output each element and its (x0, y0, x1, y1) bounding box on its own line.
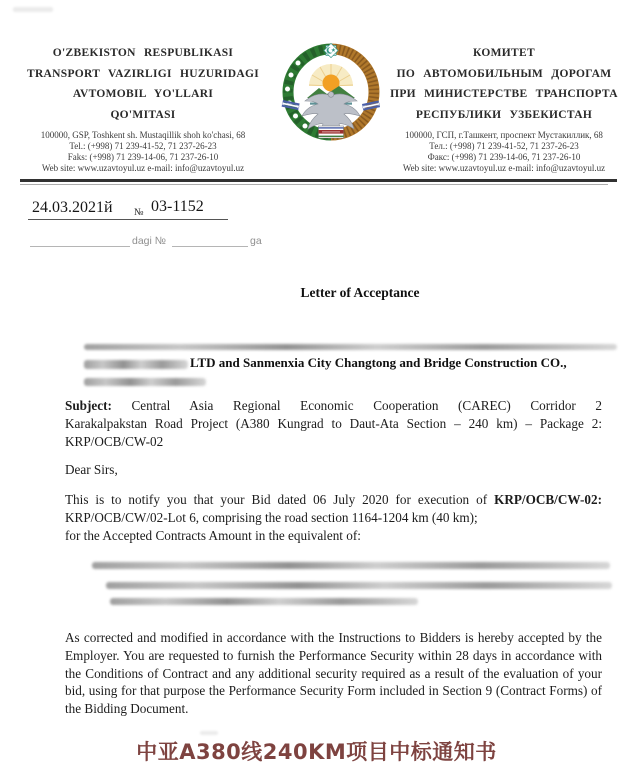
letterhead-divider (20, 179, 617, 182)
org-title-russian (386, 43, 622, 125)
redacted-text-bar (84, 360, 188, 369)
letterhead-russian (386, 43, 622, 174)
address-line: Тел.: (+998) 71 239-41-52, 71 237-26-23 (429, 141, 579, 151)
document-title: Letter of Acceptance (300, 285, 420, 300)
address-line: 100000, ГСП, г.Ташкент, проспект Мустакиллик, 68 (405, 130, 603, 140)
incoming-ref-label: dagi № (132, 235, 167, 247)
incoming-ref-suffix: ga (250, 235, 262, 247)
redacted-amount-bar (92, 562, 610, 569)
closing-paragraph: As corrected and modified in accordance with the Instructions to Bidders is hereby accepted by the Employer. You are requested to furnish the Performance Security within 28 days in accordance with the Conditions of Contract and any additional security required as a result of the evaluation of your bid, using for that purpose the Performance Security Form included in Section 9 (Contract Forms) of the Bidding Document. (65, 630, 602, 717)
chinese-caption: 中亚A380线240KM项目中标通知书 (136, 740, 497, 764)
incoming-ref-blank (172, 246, 248, 247)
letter-date: 24.03.2021й (32, 199, 113, 216)
org-address-russian (386, 130, 622, 174)
redacted-amount-bar (106, 582, 612, 589)
address-line: 100000, GSP, Toshkent sh. Mustaqillik shoh ko'chasi, 68 (40, 130, 246, 140)
subject-line: Subject: Central Asia Regional Economic Cooperation (CAREC) Corridor 2 (65, 398, 602, 413)
contract-code-bold: KRP/OCB/CW-02: (494, 492, 603, 507)
subject-paragraph (65, 397, 602, 450)
address-line: Web site: www.uzavtoyul.uz e-mail: info@uzavtoyul.uz (41, 163, 245, 173)
subject-line: KRP/OCB/CW-02 (65, 433, 164, 449)
address-line: Faks: (+998) 71 239-14-06, 71 237-26-10 (67, 152, 219, 162)
address-line: Web site: www.uzavtoyul.uz e-mail: info@uzavtoyul.uz (402, 163, 606, 173)
emblem-banner (319, 126, 344, 138)
org-address-uzbek (18, 130, 268, 174)
address-line: Tel.: (+998) 71 239-41-52, 71 237-26-23 (69, 141, 217, 151)
org-title-uzbek (18, 43, 268, 125)
redacted-text-bar (84, 344, 617, 350)
reference-underline (28, 219, 228, 220)
org-title-line: КОМИТЕТ (473, 47, 535, 59)
subject-line: Karakalpakstan Road Project (A380 Kungrad to Daut-Ata Section – 240 km) – Package 2: (65, 415, 602, 431)
crescent-star (324, 43, 338, 57)
incoming-ref-blank (30, 246, 130, 247)
scan-smudge (13, 7, 53, 12)
org-title-line: ПО АВТОМОБИЛЬНЫМ ДОРОГАМ (396, 67, 612, 80)
org-title-line: AVTOMOBIL YO'LLARI (72, 88, 214, 100)
notify-paragraph (65, 491, 602, 544)
notify-line: This is to notify you that your Bid dated 06 July 2020 for execution of KRP/OCB/CW-02: (65, 492, 603, 507)
org-title-line: QO'MITASI (110, 108, 176, 121)
salutation: Dear Sirs, (65, 462, 118, 477)
address-line: Факс: (+998) 71 239-14-06, 71 237-26-10 (427, 152, 581, 162)
org-title-line: TRANSPORT VAZIRLIGI HUZURIDAGI (26, 67, 260, 80)
notify-line: for the Accepted Contracts Amount in the equivalent of: (65, 527, 361, 543)
letterhead-uzbek (18, 43, 268, 174)
org-title-line: РЕСПУБЛИКИ УЗБЕКИСТАН (415, 108, 593, 121)
redacted-text-bar (84, 378, 206, 386)
scan-smudge (200, 731, 218, 735)
org-title-line: ПРИ МИНИСТЕРСТВЕ ТРАНСПОРТА (390, 88, 618, 100)
addressee-line: LTD and Sanmenxia City Changtong and Bridge Construction CO., (190, 355, 567, 370)
notify-line: KRP/OCB/CW/02-Lot 6, comprising the road section 1164-1204 km (40 km); (65, 509, 478, 525)
redacted-amount-bar (110, 598, 418, 605)
letter-number: 03-1152 (151, 198, 204, 215)
subject-label: Subject: (65, 398, 112, 413)
letterhead-divider-thin (20, 184, 608, 185)
org-title-line: O'ZBEKISTON RESPUBLIKASI (52, 47, 234, 59)
uzbekistan-emblem-icon (281, 41, 381, 143)
numero-sign: № (134, 207, 144, 218)
